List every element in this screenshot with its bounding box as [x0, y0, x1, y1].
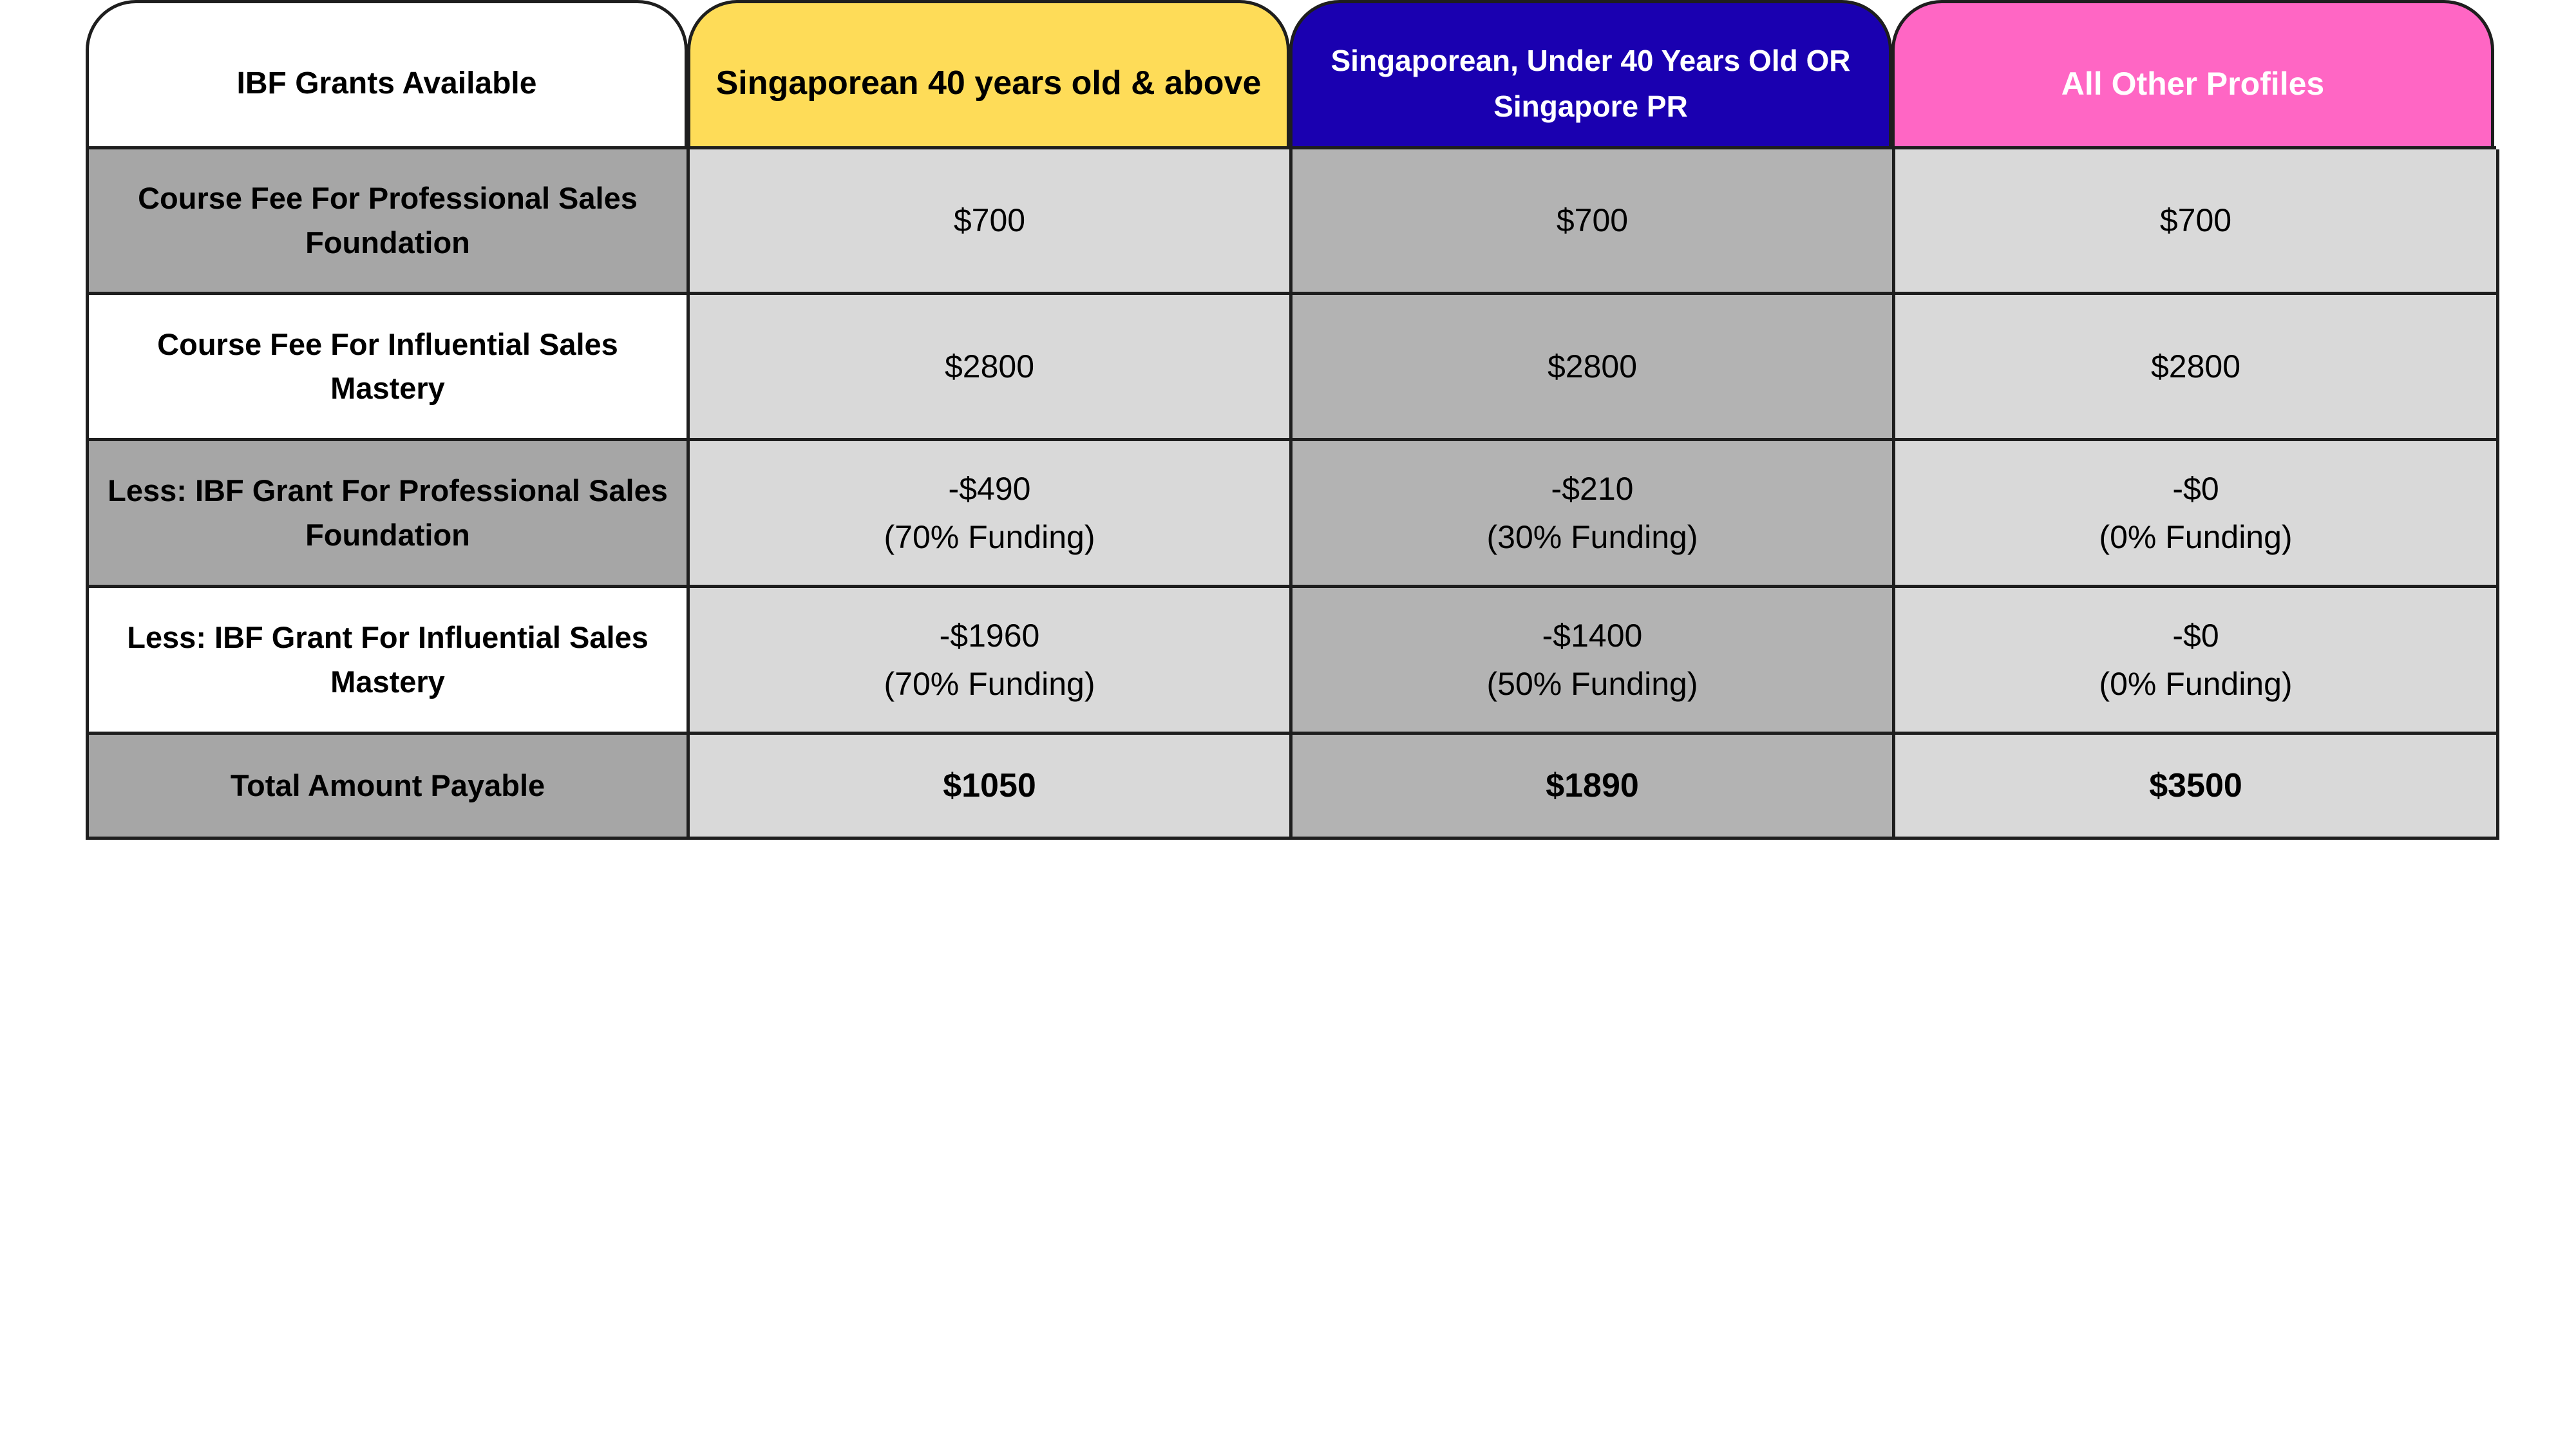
grant-amount: -$0 [2172, 470, 2219, 507]
total-amount-cell: $3500 [1895, 735, 2499, 840]
row-label-ism-grant: Less: IBF Grant For Influential Sales Mastery [89, 588, 690, 735]
grant-amount: -$0 [2172, 617, 2219, 654]
table-cell [1895, 588, 2499, 735]
funding-note: (0% Funding) [2099, 518, 2293, 555]
table-cell [1293, 588, 1895, 735]
table-cell: $700 [690, 149, 1293, 295]
grant-amount: -$1400 [1542, 617, 1643, 654]
header-singaporean-under-40-or-pr: Singaporean, Under 40 Years Old OR Singapore PR [1289, 0, 1892, 146]
grant-amount: -$490 [948, 470, 1031, 507]
table-cell: $700 [1895, 149, 2499, 295]
total-amount-cell: $1050 [690, 735, 1293, 840]
table-cell [1293, 441, 1895, 588]
row-label-psf-grant: Less: IBF Grant For Professional Sales Foundation [89, 441, 690, 588]
row-label-ism-course-fee: Course Fee For Influential Sales Mastery [89, 295, 690, 441]
grant-amount: -$210 [1551, 470, 1634, 507]
total-amount-cell: $1890 [1293, 735, 1895, 840]
header-grants-available: IBF Grants Available [86, 0, 688, 146]
table-cell: $700 [1293, 149, 1895, 295]
table-cell [690, 441, 1293, 588]
grant-amount: -$1960 [939, 617, 1040, 654]
table-cell: $2800 [690, 295, 1293, 441]
table-body [86, 146, 2496, 840]
row-label-total-payable: Total Amount Payable [89, 735, 690, 840]
row-label-psf-course-fee: Course Fee For Professional Sales Foundation [89, 149, 690, 295]
header-all-other-profiles: All Other Profiles [1891, 0, 2494, 146]
header-singaporean-40-above: Singaporean 40 years old & above [687, 0, 1290, 146]
header-row [86, 0, 2496, 146]
funding-note: (70% Funding) [884, 518, 1095, 555]
funding-note: (50% Funding) [1486, 665, 1698, 702]
table-cell: $2800 [1293, 295, 1895, 441]
table-cell [690, 588, 1293, 735]
funding-note: (30% Funding) [1486, 518, 1698, 555]
funding-note: (0% Funding) [2099, 665, 2293, 702]
table-cell [1895, 441, 2499, 588]
funding-note: (70% Funding) [884, 665, 1095, 702]
ibf-grant-table [86, 0, 2496, 840]
table-cell: $2800 [1895, 295, 2499, 441]
